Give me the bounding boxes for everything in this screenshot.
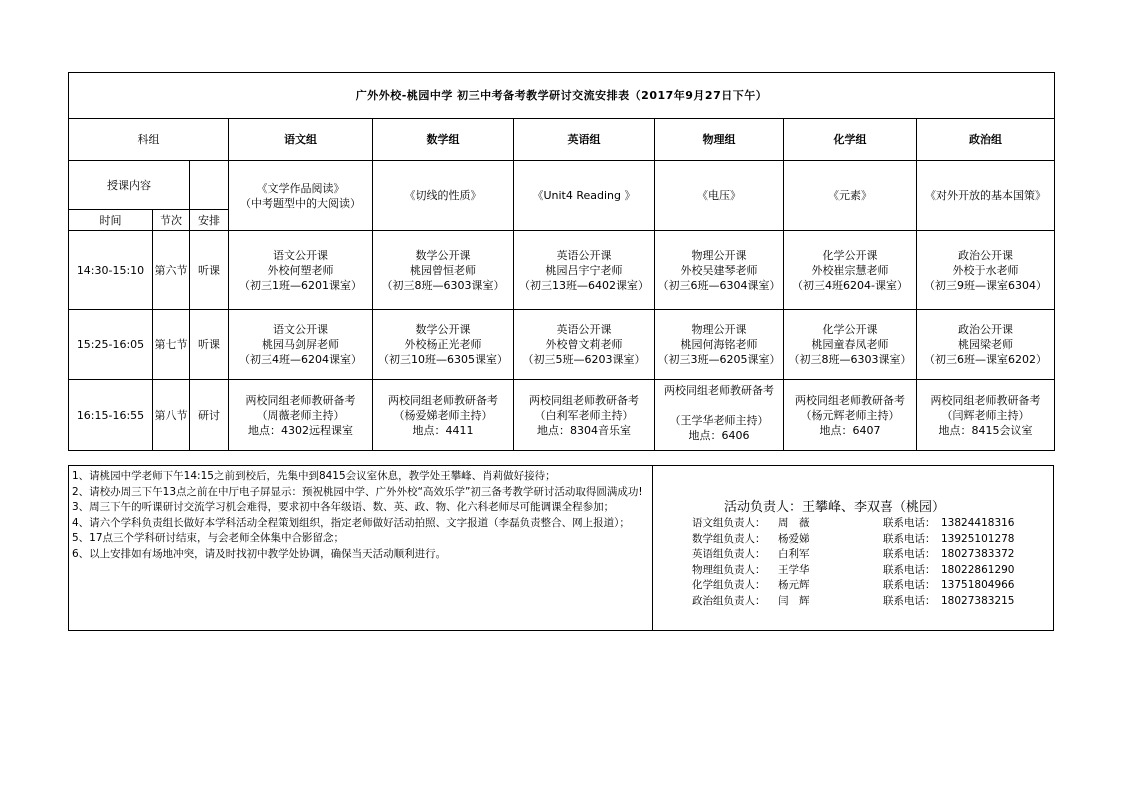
topic-line: 《元素》 — [828, 189, 872, 202]
session-line: （周薇老师主持） — [256, 408, 345, 422]
session-line: 地点：4411 — [412, 423, 474, 437]
content-label: 授课内容 — [69, 161, 190, 210]
session-cell — [514, 231, 655, 310]
responsible-row — [692, 594, 1022, 610]
phone-number: 13925101278 — [941, 532, 1015, 545]
session-line: 桃园吕宇宁老师 — [545, 263, 623, 277]
role-label: 语文组负责人： — [692, 517, 766, 529]
session-line: （杨元辉老师主持） — [800, 408, 900, 422]
session-cell — [655, 380, 784, 451]
session-line: 物理公开课 — [691, 323, 747, 336]
session-cell — [373, 231, 514, 310]
topic-cell — [373, 161, 514, 231]
time-cell: 16:15-16:55 — [69, 380, 153, 451]
phone-number: 18027383372 — [941, 548, 1015, 560]
subject-header-politics: 政治组 — [917, 119, 1055, 161]
session-line: （初三4班—6204课室） — [239, 353, 362, 366]
session-line: 语文公开课 — [273, 248, 328, 262]
session-line: （初三9班—课室6304） — [924, 278, 1048, 292]
subject-header-math: 数学组 — [373, 119, 514, 161]
role-label: 英语组负责人： — [692, 548, 766, 560]
time-cell: 15:25-16:05 — [69, 310, 153, 380]
responsible-row — [692, 578, 1022, 594]
person-name: 白利军 — [778, 548, 810, 560]
session-line: 两校同组老师教研备考 — [664, 384, 774, 397]
topic-line: 《对外开放的基本国策》 — [925, 189, 1047, 202]
session-cell — [917, 310, 1055, 380]
phone-label: 联系电话： — [883, 548, 936, 560]
responsible-row — [692, 532, 1022, 548]
session-line: （初三1班—6201课室） — [239, 278, 362, 292]
phone-label: 联系电话： — [883, 563, 936, 576]
responsible-list — [692, 516, 1022, 609]
session-line — [655, 398, 783, 413]
session-cell — [229, 231, 373, 310]
person-name: 闫 辉 — [778, 594, 810, 607]
phone-label: 联系电话： — [883, 594, 936, 607]
arrange-cell: 听课 — [190, 310, 229, 380]
role-label: 物理组负责人： — [692, 563, 766, 576]
blank-cell — [190, 161, 229, 210]
session-cell — [655, 310, 784, 380]
subject-header-chinese: 语文组 — [229, 119, 373, 161]
arrange-cell: 研讨 — [190, 380, 229, 451]
session-line: 政治公开课 — [958, 323, 1014, 336]
session-cell — [514, 380, 655, 451]
phone-number: 13824418316 — [941, 517, 1015, 529]
note-item: 4、请六个学科负责组长做好本学科活动全程策划组织，指定老师做好活动拍照、文字报道（李磊负责整合、网上报道）； — [72, 516, 630, 529]
session-line: （初三6班—课室6202） — [924, 353, 1048, 366]
topic-line: （中考题型中的大阅读） — [240, 196, 361, 210]
role-label: 政治组负责人： — [692, 594, 766, 607]
session-line: 地点：4302远程课室 — [248, 423, 353, 437]
session-line: 地点：6406 — [688, 429, 750, 442]
session-line: 语文公开课 — [273, 323, 328, 336]
time-cell: 14:30-15:10 — [69, 231, 153, 310]
session-line: 外校何塑老师 — [267, 263, 334, 277]
session-line: （王学华老师主持） — [669, 414, 769, 427]
session-line: 两校同组老师教研备考 — [529, 393, 639, 407]
session-line: 外校杨正光老师 — [404, 338, 482, 351]
phone-number: 18027383215 — [941, 594, 1015, 607]
session-line: （初三6班—6304课室） — [657, 278, 781, 292]
time-header: 时间 — [69, 210, 153, 231]
subject-header-chemistry: 化学组 — [784, 119, 917, 161]
topic-line: 《文学作品阅读》 — [256, 181, 345, 195]
topic-cell — [229, 161, 373, 231]
session-cell — [514, 310, 655, 380]
subject-header-english: 英语组 — [514, 119, 655, 161]
session-line: 两校同组老师教研备考 — [245, 393, 356, 407]
session-line: （白利军老师主持） — [534, 408, 634, 422]
responsible-row — [692, 547, 1022, 563]
session-line: （初三8班—6303课室） — [381, 278, 505, 292]
subject-group-label: 科组 — [69, 119, 229, 161]
topic-cell — [784, 161, 917, 231]
session-line: 地点：8304音乐室 — [537, 423, 631, 437]
session-cell — [784, 380, 917, 451]
session-line: （初三4班6204-课室） — [792, 278, 908, 292]
phone-label: 联系电话： — [883, 532, 936, 545]
arrange-cell: 听课 — [190, 231, 229, 310]
phone-number: 13751804966 — [941, 579, 1015, 591]
period-cell: 第七节 — [153, 310, 190, 380]
role-label: 化学组负责人： — [692, 579, 766, 591]
activity-lead: 活动负责人：王攀峰、李双喜（桃园） — [724, 500, 946, 515]
session-line: 地点：8415会议室 — [938, 423, 1033, 437]
session-cell — [229, 310, 373, 380]
schedule-table — [68, 72, 1055, 451]
session-cell — [784, 310, 917, 380]
period-cell: 第八节 — [153, 380, 190, 451]
topic-line: 《Unit4 Reading 》 — [532, 189, 636, 202]
note-item: 5、17点三个学科研讨结束，与会老师全体集中合影留念； — [72, 532, 345, 544]
session-line: 外校吴建琴老师 — [680, 263, 758, 277]
session-line: （杨爱娣老师主持） — [393, 408, 493, 422]
phone-label: 联系电话： — [883, 517, 936, 529]
note-item: 3、周三下午的听课研讨交流学习机会难得，要求初中各年级语、数、英、政、物、化六科老师尽可能调课全程参加； — [72, 501, 615, 513]
session-line: 地点：6407 — [819, 423, 881, 437]
session-line: （初三13班—6402课室） — [519, 278, 649, 292]
session-line: 两校同组老师教研备考 — [795, 393, 905, 407]
topic-cell — [514, 161, 655, 231]
session-line: 英语公开课 — [556, 323, 612, 336]
notes-list — [69, 466, 653, 630]
notes-section — [68, 465, 1054, 631]
subject-header-physics: 物理组 — [655, 119, 784, 161]
responsible-row — [692, 516, 1022, 532]
person-name: 周 薇 — [778, 517, 810, 529]
session-cell — [917, 380, 1055, 451]
responsible-row — [692, 563, 1022, 579]
session-line: 桃园梁老师 — [958, 338, 1014, 351]
session-line: 数学公开课 — [415, 323, 471, 336]
phone-number: 18022861290 — [941, 563, 1015, 576]
session-line: 外校曾文莉老师 — [545, 338, 623, 351]
session-line: 桃园曾恒老师 — [410, 263, 476, 277]
session-line: 英语公开课 — [556, 248, 612, 262]
arrange-header: 安排 — [190, 210, 229, 231]
session-line: 政治公开课 — [958, 248, 1014, 262]
topic-line: 《切线的性质》 — [404, 189, 482, 202]
person-name: 杨爱娣 — [778, 532, 810, 545]
session-line: 化学公开课 — [822, 323, 878, 336]
note-item: 6、以上安排如有场地冲突，请及时找初中教学处协调，确保当天活动顺利进行。 — [72, 547, 447, 560]
person-name: 杨元辉 — [778, 579, 810, 591]
session-line: 外校崔宗慧老师 — [811, 263, 889, 277]
responsible-panel — [654, 466, 1053, 630]
session-cell — [784, 231, 917, 310]
session-line: （初三10班—6305课室） — [378, 353, 508, 366]
session-line: 两校同组老师教研备考 — [388, 393, 498, 407]
session-line: 外校于水老师 — [952, 263, 1019, 277]
topic-line: 《电压》 — [697, 189, 741, 202]
topic-cell — [655, 161, 784, 231]
session-cell — [373, 310, 514, 380]
session-cell — [373, 380, 514, 451]
period-cell: 第六节 — [153, 231, 190, 310]
session-line: 化学公开课 — [822, 248, 878, 262]
session-cell — [655, 231, 784, 310]
phone-label: 联系电话： — [883, 579, 936, 591]
session-line: 桃园马剑屏老师 — [262, 338, 339, 351]
session-cell — [917, 231, 1055, 310]
page-title: 广外外校-桃园中学 初三中考备考教学研讨交流安排表（2017年9月27日下午） — [69, 73, 1055, 119]
session-line: 两校同组老师教研备考 — [930, 393, 1041, 407]
session-line: 桃园何海铭老师 — [680, 338, 758, 351]
note-item: 2、请校办周三下午13点之前在中厅电子屏显示：预祝桃园中学、广外外校“高效乐学”初三备考教学研讨活动取得圆满成功! — [72, 485, 643, 498]
note-item: 1、请桃园中学老师下午14:15之前到校后，先集中到8415会议室休息，教学处王攀峰、肖莉做好接待； — [72, 470, 556, 482]
person-name: 王学华 — [778, 563, 810, 576]
session-line: （初三8班—6303课室） — [788, 353, 912, 366]
topic-cell — [917, 161, 1055, 231]
session-line: （初三5班—6203课室） — [522, 353, 646, 366]
session-cell — [229, 380, 373, 451]
session-line: （闫辉老师主持） — [941, 408, 1030, 422]
session-line: 数学公开课 — [415, 248, 471, 262]
session-line: 物理公开课 — [691, 248, 747, 262]
period-header: 节次 — [153, 210, 190, 231]
session-line: 桃园童春凤老师 — [811, 338, 889, 351]
session-line: （初三3班—6205课室） — [657, 353, 781, 366]
role-label: 数学组负责人： — [692, 532, 766, 545]
